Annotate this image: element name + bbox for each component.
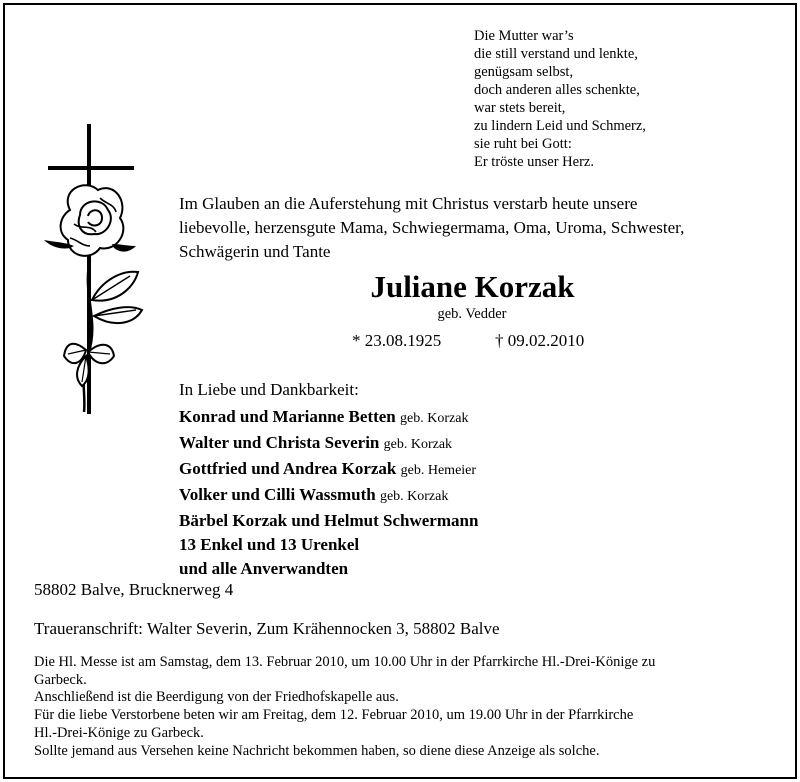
poem-line: die still verstand und lenkte,: [474, 46, 638, 62]
intro-line: Schwägerin und Tante: [179, 242, 331, 261]
poem: [474, 27, 646, 171]
mourner-note: geb. Korzak: [383, 437, 453, 452]
mourning-address: Traueranschrift: Walter Severin, Zum Krähennocken 3, 58802 Balve: [34, 619, 500, 638]
mourner-name: Konrad und Marianne Betten: [179, 407, 396, 426]
mourner-name: 13 Enkel und 13 Urenkel: [179, 535, 360, 554]
intro-text: [179, 192, 769, 264]
deceased-name: Juliane Korzak: [370, 269, 575, 304]
birth-name: geb. Vedder: [437, 306, 507, 322]
intro-line: liebevolle, herzensgute Mama, Schwiegermama, Oma, Uroma, Schwester,: [179, 218, 685, 237]
mourners-heading: In Liebe und Dankbarkeit:: [179, 380, 359, 399]
poem-line: zu lindern Leid und Schmerz,: [474, 118, 646, 134]
info-line: Sollte jemand aus Versehen keine Nachricht bekommen haben, so diene diese Anzeige als solche.: [34, 742, 600, 759]
intro-line: Im Glauben an die Auferstehung mit Christus verstarb heute unsere: [179, 194, 638, 213]
poem-line: sie ruht bei Gott:: [474, 136, 572, 152]
mourner-entry: [179, 405, 478, 431]
poem-line: war stets bereit,: [474, 100, 566, 116]
service-info: [34, 654, 754, 760]
mourner-entry: [179, 509, 478, 533]
mourner-entry: [179, 533, 478, 557]
info-line: Für die liebe Verstorbene beten wir am Freitag, dem 12. Februar 2010, um 19.00 Uhr in der Pfarrkirche: [34, 707, 634, 724]
poem-line: doch anderen alles schenkte,: [474, 82, 640, 98]
mourner-entry: [179, 483, 478, 509]
mourner-note: geb. Hemeier: [400, 463, 477, 478]
poem-line: Die Mutter war’s: [474, 28, 574, 44]
info-line: Die Hl. Messe ist am Samstag, dem 13. Februar 2010, um 10.00 Uhr in der Pfarrkirche Hl.-Drei-Könige zu: [34, 654, 656, 670]
mourners-list: [179, 405, 478, 581]
mourner-note: geb. Korzak: [379, 489, 449, 504]
mourner-name: Walter und Christa Severin: [179, 433, 380, 452]
poem-line: genügsam selbst,: [474, 64, 574, 80]
mourner-entry: [179, 557, 478, 581]
mourner-name: Bärbel Korzak und Helmut Schwermann: [179, 511, 479, 530]
info-line: Garbeck.: [34, 671, 87, 688]
birth-date: * 23.08.1925: [352, 331, 442, 350]
death-date: † 09.02.2010: [495, 331, 585, 350]
family-address: 58802 Balve, Brucknerweg 4: [34, 580, 234, 599]
poem-line: Er tröste unser Herz.: [474, 154, 594, 170]
mourner-name: Gottfried und Andrea Korzak: [179, 459, 397, 478]
info-line: Hl.-Drei-Könige zu Garbeck.: [34, 724, 204, 741]
info-line: Anschließend ist die Beerdigung von der Friedhofskapelle aus.: [34, 689, 399, 706]
mourner-name: Volker und Cilli Wassmuth: [179, 485, 376, 504]
mourner-entry: [179, 431, 478, 457]
mourner-name: und alle Anverwandten: [179, 559, 349, 578]
mourner-entry: [179, 457, 478, 483]
mourner-note: geb. Korzak: [400, 411, 469, 426]
